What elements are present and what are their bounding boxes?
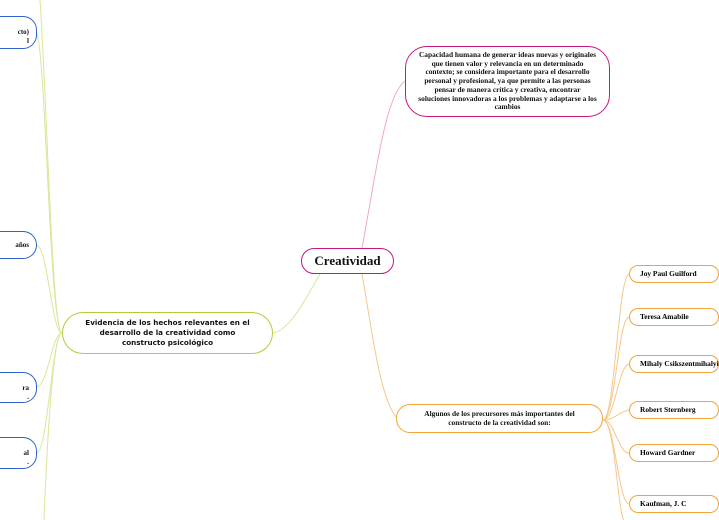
precursor-node-kaufman[interactable]: [629, 495, 719, 513]
definition-text: Capacidad humana de generar ideas nuevas y originales que tienen valor y relevancia en un determinado contexto; se considera importante para el desarrollo personal y profesional, ya que permite a las personas pensar de manera crítica y creativa, encontrar soluciones innovadoras a los problemas y adaptarse a los cambios: [418, 49, 597, 112]
central-topic[interactable]: [301, 248, 394, 274]
central-topic-label: Creatividad: [314, 253, 381, 268]
precursors-node[interactable]: [396, 404, 603, 433]
evidence-child-node-3[interactable]: [0, 372, 37, 403]
precursor-name: Mihaly Csikszentmihalyi: [640, 359, 719, 368]
precursors-text: Algunos de los precursores más importantes del constructo de la creatividad son:: [424, 408, 575, 427]
precursor-name: Kaufman, J. C: [640, 499, 687, 508]
precursor-name: Joy Paul Guilford: [640, 269, 697, 278]
precursor-node-sternberg[interactable]: [629, 401, 719, 419]
evidence-node[interactable]: [62, 312, 273, 354]
evidence-child-text: ra .: [22, 384, 29, 401]
precursor-node-csikszentmihalyi[interactable]: [629, 355, 719, 373]
evidence-text: Evidencia de los hechos relevantes en el desarrollo de la creatividad como constructo psicológico: [85, 318, 250, 347]
definition-node[interactable]: [405, 46, 610, 117]
precursor-name: Robert Sternberg: [640, 405, 696, 414]
precursor-node-gardner[interactable]: [629, 444, 719, 462]
evidence-child-text: cto) l: [17, 28, 29, 45]
evidence-child-text: años: [15, 241, 29, 249]
evidence-child-node-4[interactable]: [0, 437, 37, 469]
precursor-node-guilford[interactable]: [629, 265, 719, 283]
precursor-name: Howard Gardner: [640, 448, 696, 457]
evidence-child-text: al .: [23, 449, 29, 466]
precursor-node-amabile[interactable]: [629, 308, 719, 326]
evidence-child-node-2[interactable]: [0, 231, 37, 259]
precursor-name: Teresa Amabile: [640, 312, 689, 321]
evidence-child-node-1[interactable]: [0, 16, 37, 49]
